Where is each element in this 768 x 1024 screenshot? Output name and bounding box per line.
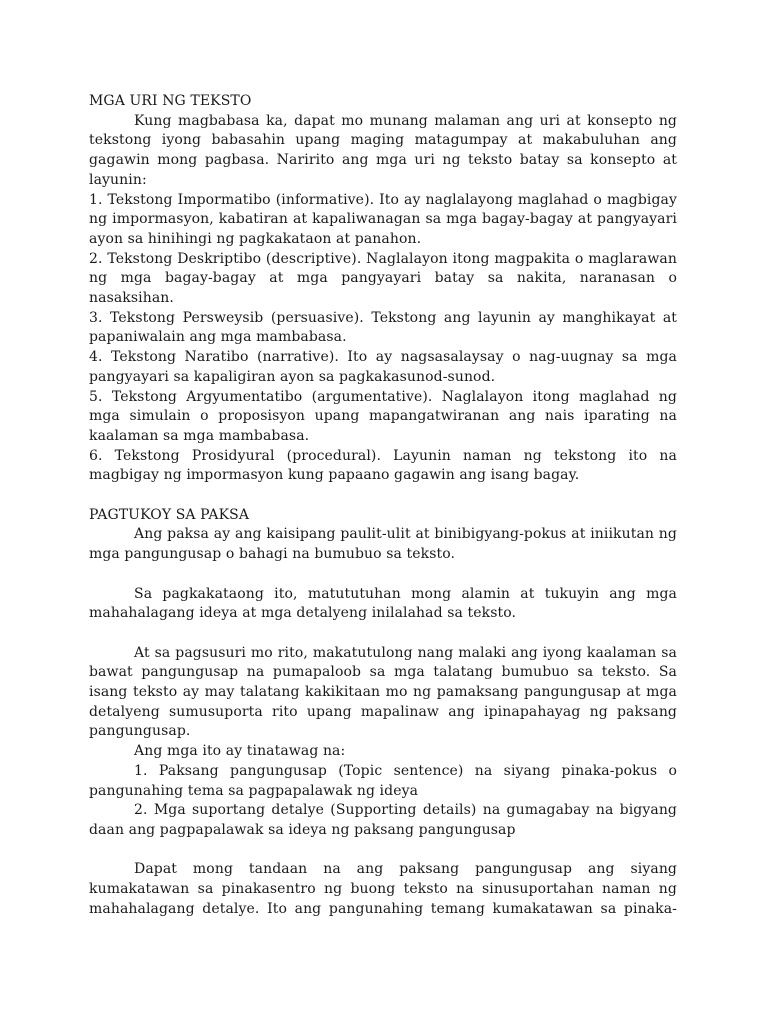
paragraph-pagsusuri: At sa pagsusuri mo rito, makatutulong nang malaki ang iyong kaalaman sa bawat pangungusap na pumapaloob sa mga talatang bumubuo sa teksto. Sa isang teksto ay may talatang kakikitaan mo ng pamaksang pangungusap at mga detalyeng sumusuporta rito upang mapalinaw ang ipinapahayag ng paksang pangungusap. (89, 644, 677, 740)
list-item-deskriptibo: 2. Tekstong Deskriptibo (descriptive). Naglalayon itong magpakita o maglarawan ng mga bagay-bagay at mga pangyayari batay sa nakita, naranasan o nasaksihan. (89, 250, 677, 307)
paragraph-tinatawag-na: Ang mga ito ay tinatawag na: (134, 743, 346, 760)
intro-paragraph: Kung magbabasa ka, dapat mo munang malaman ang uri at konsepto ng tekstong iyong babasahin upang maging matagumpay at makabuluhan ang gagawin mong pagbasa. Naririto ang mga uri ng teksto batay sa konsepto at layunin: (89, 112, 677, 188)
list-item-prosidyural: 6. Tekstong Prosidyural (procedural). Layunin naman ng tekstong ito na magbigay ng impormasyon kung papaano gagawin ang isang bagay. (89, 447, 677, 484)
spacer (89, 841, 677, 861)
document-body (89, 92, 677, 919)
list-item-impormatibo: 1. Tekstong Impormatibo (informative). Ito ay naglalayong maglahad o magbigay ng impormasyon, kabatiran at kapaliwanagan sa mga bagay-bagay at pangyayari ayon sa hinihingi ng pagkakataon at panahon. (89, 191, 677, 247)
list-item-naratibo: 4. Tekstong Naratibo (narrative). Ito ay nagsasalaysay o nag-uugnay sa mga pangyayari sa kapaligiran ayon sa pagkakasunod-sunod. (89, 349, 677, 385)
paragraph-matututuhan: Sa pagkakataong ito, matututuhan mong alamin at tukuyin ang mga mahahalagang ideya at mga detalyeng inilalahad sa teksto. (89, 585, 677, 622)
list-item-suportang-detalye: 2. Mga suportang detalye (Supporting details) na gumagabay na bigyang daan ang pagpapalawak sa ideya ng paksang pangungusap (89, 802, 677, 838)
section-heading-pagtukoy-sa-paksa: PAGTUKOY SA PAKSA (89, 506, 250, 523)
spacer (89, 565, 677, 585)
list-item-argyumentatibo: 5. Tekstong Argyumentatibo (argumentative). Naglalayon itong maglahad ng mga simulain o proposisyon upang mapangatwiranan ang nais iparating na kaalaman sa mga mambabasa. (89, 388, 677, 444)
section-heading-mga-uri-ng-teksto: MGA URI NG TEKSTO (89, 93, 252, 109)
paragraph-dapat-tandaan: Dapat mong tandaan na ang paksang pangungusap ang siyang kumakatawan sa pinakasentro ng buong teksto na sinusuportahan naman ng mahahalagang detalye. Ito ang pangunahing temang kumakatawan sa pinaka- (89, 861, 677, 917)
list-item-paksang-pangungusap: 1. Paksang pangungusap (Topic sentence) na siyang pinaka-pokus o pangunahing tema sa pagpapalawak ng ideya (89, 762, 677, 799)
spacer (89, 624, 677, 644)
paragraph-paksa-definition: Ang paksa ay ang kaisipang paulit-ulit at binibigyang-pokus at iniikutan ng mga pangungusap o bahagi na bumubuo sa teksto. (89, 526, 677, 563)
list-item-persweysib: 3. Tekstong Persweysib (persuasive). Tekstong ang layunin ay manghikayat at papaniwalain ang mga mambabasa. (89, 309, 677, 346)
spacer (89, 486, 677, 506)
